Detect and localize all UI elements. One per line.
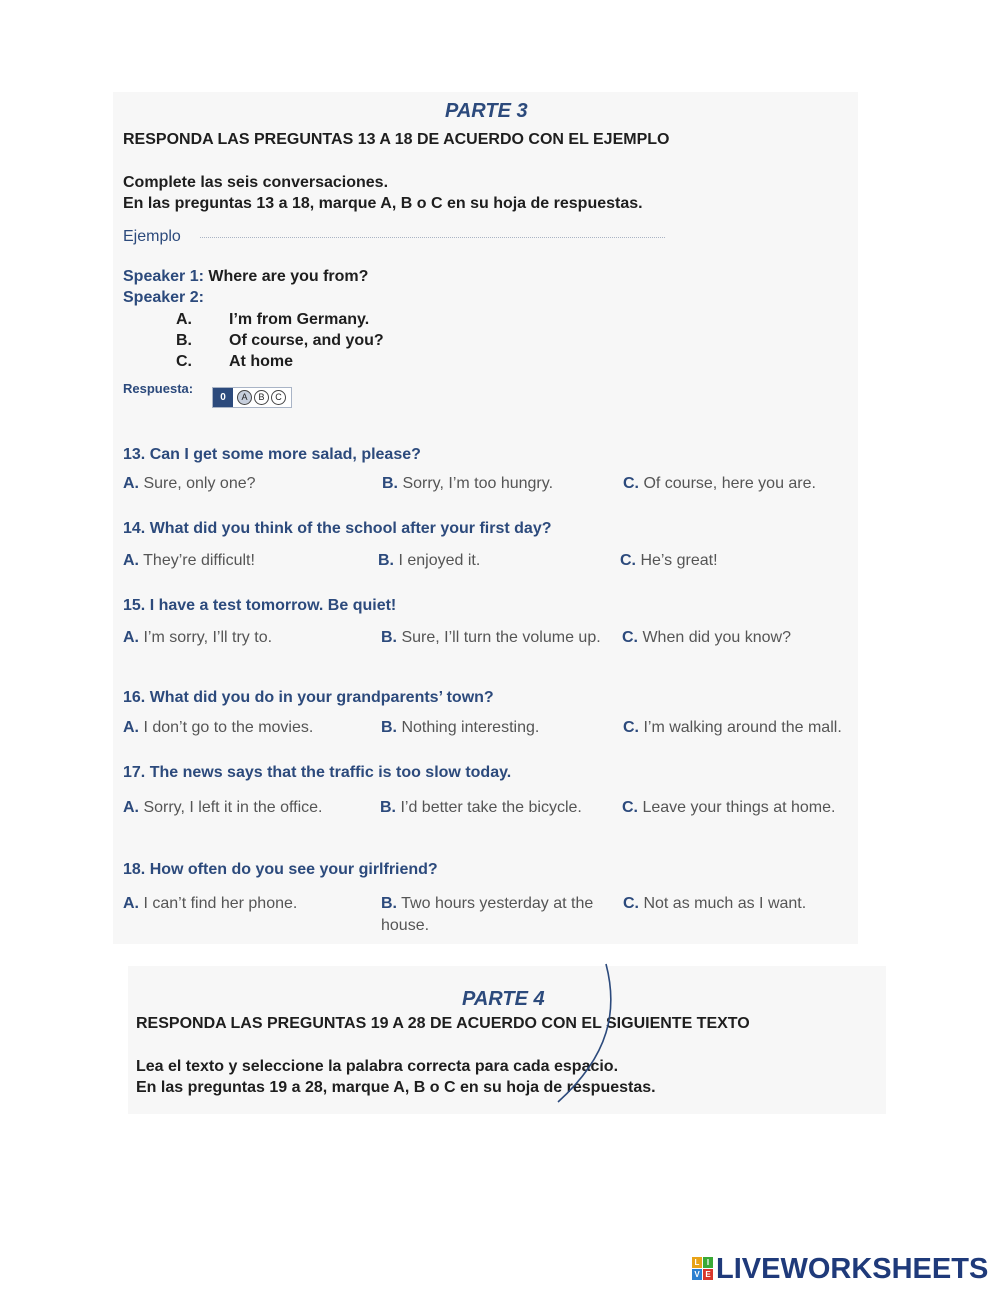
example-option-letter: A. <box>176 311 192 328</box>
q18-option-a: A. I can’t find her phone. <box>123 895 298 912</box>
part4-heading: RESPONDA LAS PREGUNTAS 19 A 28 DE ACUERDO CON EL SIGUIENTE TEXTO <box>136 1015 750 1032</box>
part4-title: PARTE 4 <box>462 988 545 1010</box>
answer-bubble-b: B <box>254 390 269 405</box>
q16-option-c: C. I’m walking around the mall. <box>623 719 842 736</box>
answer-number: 0 <box>213 388 233 407</box>
logo-icon: L I V E <box>692 1257 714 1281</box>
q16-option-b: B. Nothing interesting. <box>381 719 540 736</box>
example-option-text: I’m from Germany. <box>229 311 370 328</box>
question-13: 13. Can I get some more salad, please? <box>123 446 421 463</box>
example-option-letter: B. <box>176 332 192 349</box>
answer-bubble-c: C <box>271 390 286 405</box>
example-label: Ejemplo <box>123 228 181 245</box>
logo-text: LIVEWORKSHEETS <box>716 1252 989 1285</box>
pen-stroke-mark <box>540 960 630 1110</box>
answer-bubble-a: A <box>237 390 252 405</box>
example-answer-box <box>212 387 292 408</box>
example-divider <box>200 237 665 238</box>
q14-option-b: B. I enjoyed it. <box>378 552 481 569</box>
q14-option-c: C. He’s great! <box>620 552 718 569</box>
q18-option-c: C. Not as much as I want. <box>623 895 807 912</box>
example-option-letter: C. <box>176 353 192 370</box>
example-option-text: At home <box>229 353 293 370</box>
question-16: 16. What did you do in your grandparents’ town? <box>123 689 494 706</box>
part4-instruction-2: En las preguntas 19 a 28, marque A, B o C en su hoja de respuestas. <box>136 1079 656 1096</box>
q15-option-c: C. When did you know? <box>622 629 791 646</box>
question-18: 18. How often do you see your girlfriend? <box>123 861 438 878</box>
q15-option-b: B. Sure, I’ll turn the volume up. <box>381 629 601 646</box>
q17-option-b: B. I’d better take the bicycle. <box>380 799 582 816</box>
part3-title: PARTE 3 <box>445 100 528 122</box>
part3-instruction-1: Complete las seis conversaciones. <box>123 174 389 191</box>
q15-option-a: A. I’m sorry, I’ll try to. <box>123 629 273 646</box>
q13-option-c: C. Of course, here you are. <box>623 475 816 492</box>
q14-option-a: A. They’re difficult! <box>123 552 255 569</box>
q16-option-a: A. I don’t go to the movies. <box>123 719 314 736</box>
part4-instruction-1: Lea el texto y seleccione la palabra correcta para cada espacio. <box>136 1058 619 1075</box>
q18-option-b: B. Two hours yesterday at the house. <box>381 895 594 934</box>
example-option-text: Of course, and you? <box>229 332 384 349</box>
speaker1-line <box>123 268 368 286</box>
speaker2-label: Speaker 2: <box>123 289 204 306</box>
q17-option-c: C. Leave your things at home. <box>622 799 836 816</box>
part3-heading: RESPONDA LAS PREGUNTAS 13 A 18 DE ACUERDO CON EL EJEMPLO <box>123 131 670 148</box>
q17-option-a: A. Sorry, I left it in the office. <box>123 799 323 816</box>
question-14: 14. What did you think of the school after your first day? <box>123 520 552 537</box>
question-17: 17. The news says that the traffic is too slow today. <box>123 764 512 781</box>
part3-instruction-2: En las preguntas 13 a 18, marque A, B o C en su hoja de respuestas. <box>123 195 643 212</box>
answer-label: Respuesta: <box>123 381 194 396</box>
speaker1-label: Speaker 1: <box>123 268 204 285</box>
q13-option-b: B. Sorry, I’m too hungry. <box>382 475 554 492</box>
liveworksheets-logo <box>692 1252 988 1286</box>
speaker1-text: Where are you from? <box>203 268 369 285</box>
q13-option-a: A. Sure, only one? <box>123 475 256 492</box>
question-15: 15. I have a test tomorrow. Be quiet! <box>123 597 397 614</box>
